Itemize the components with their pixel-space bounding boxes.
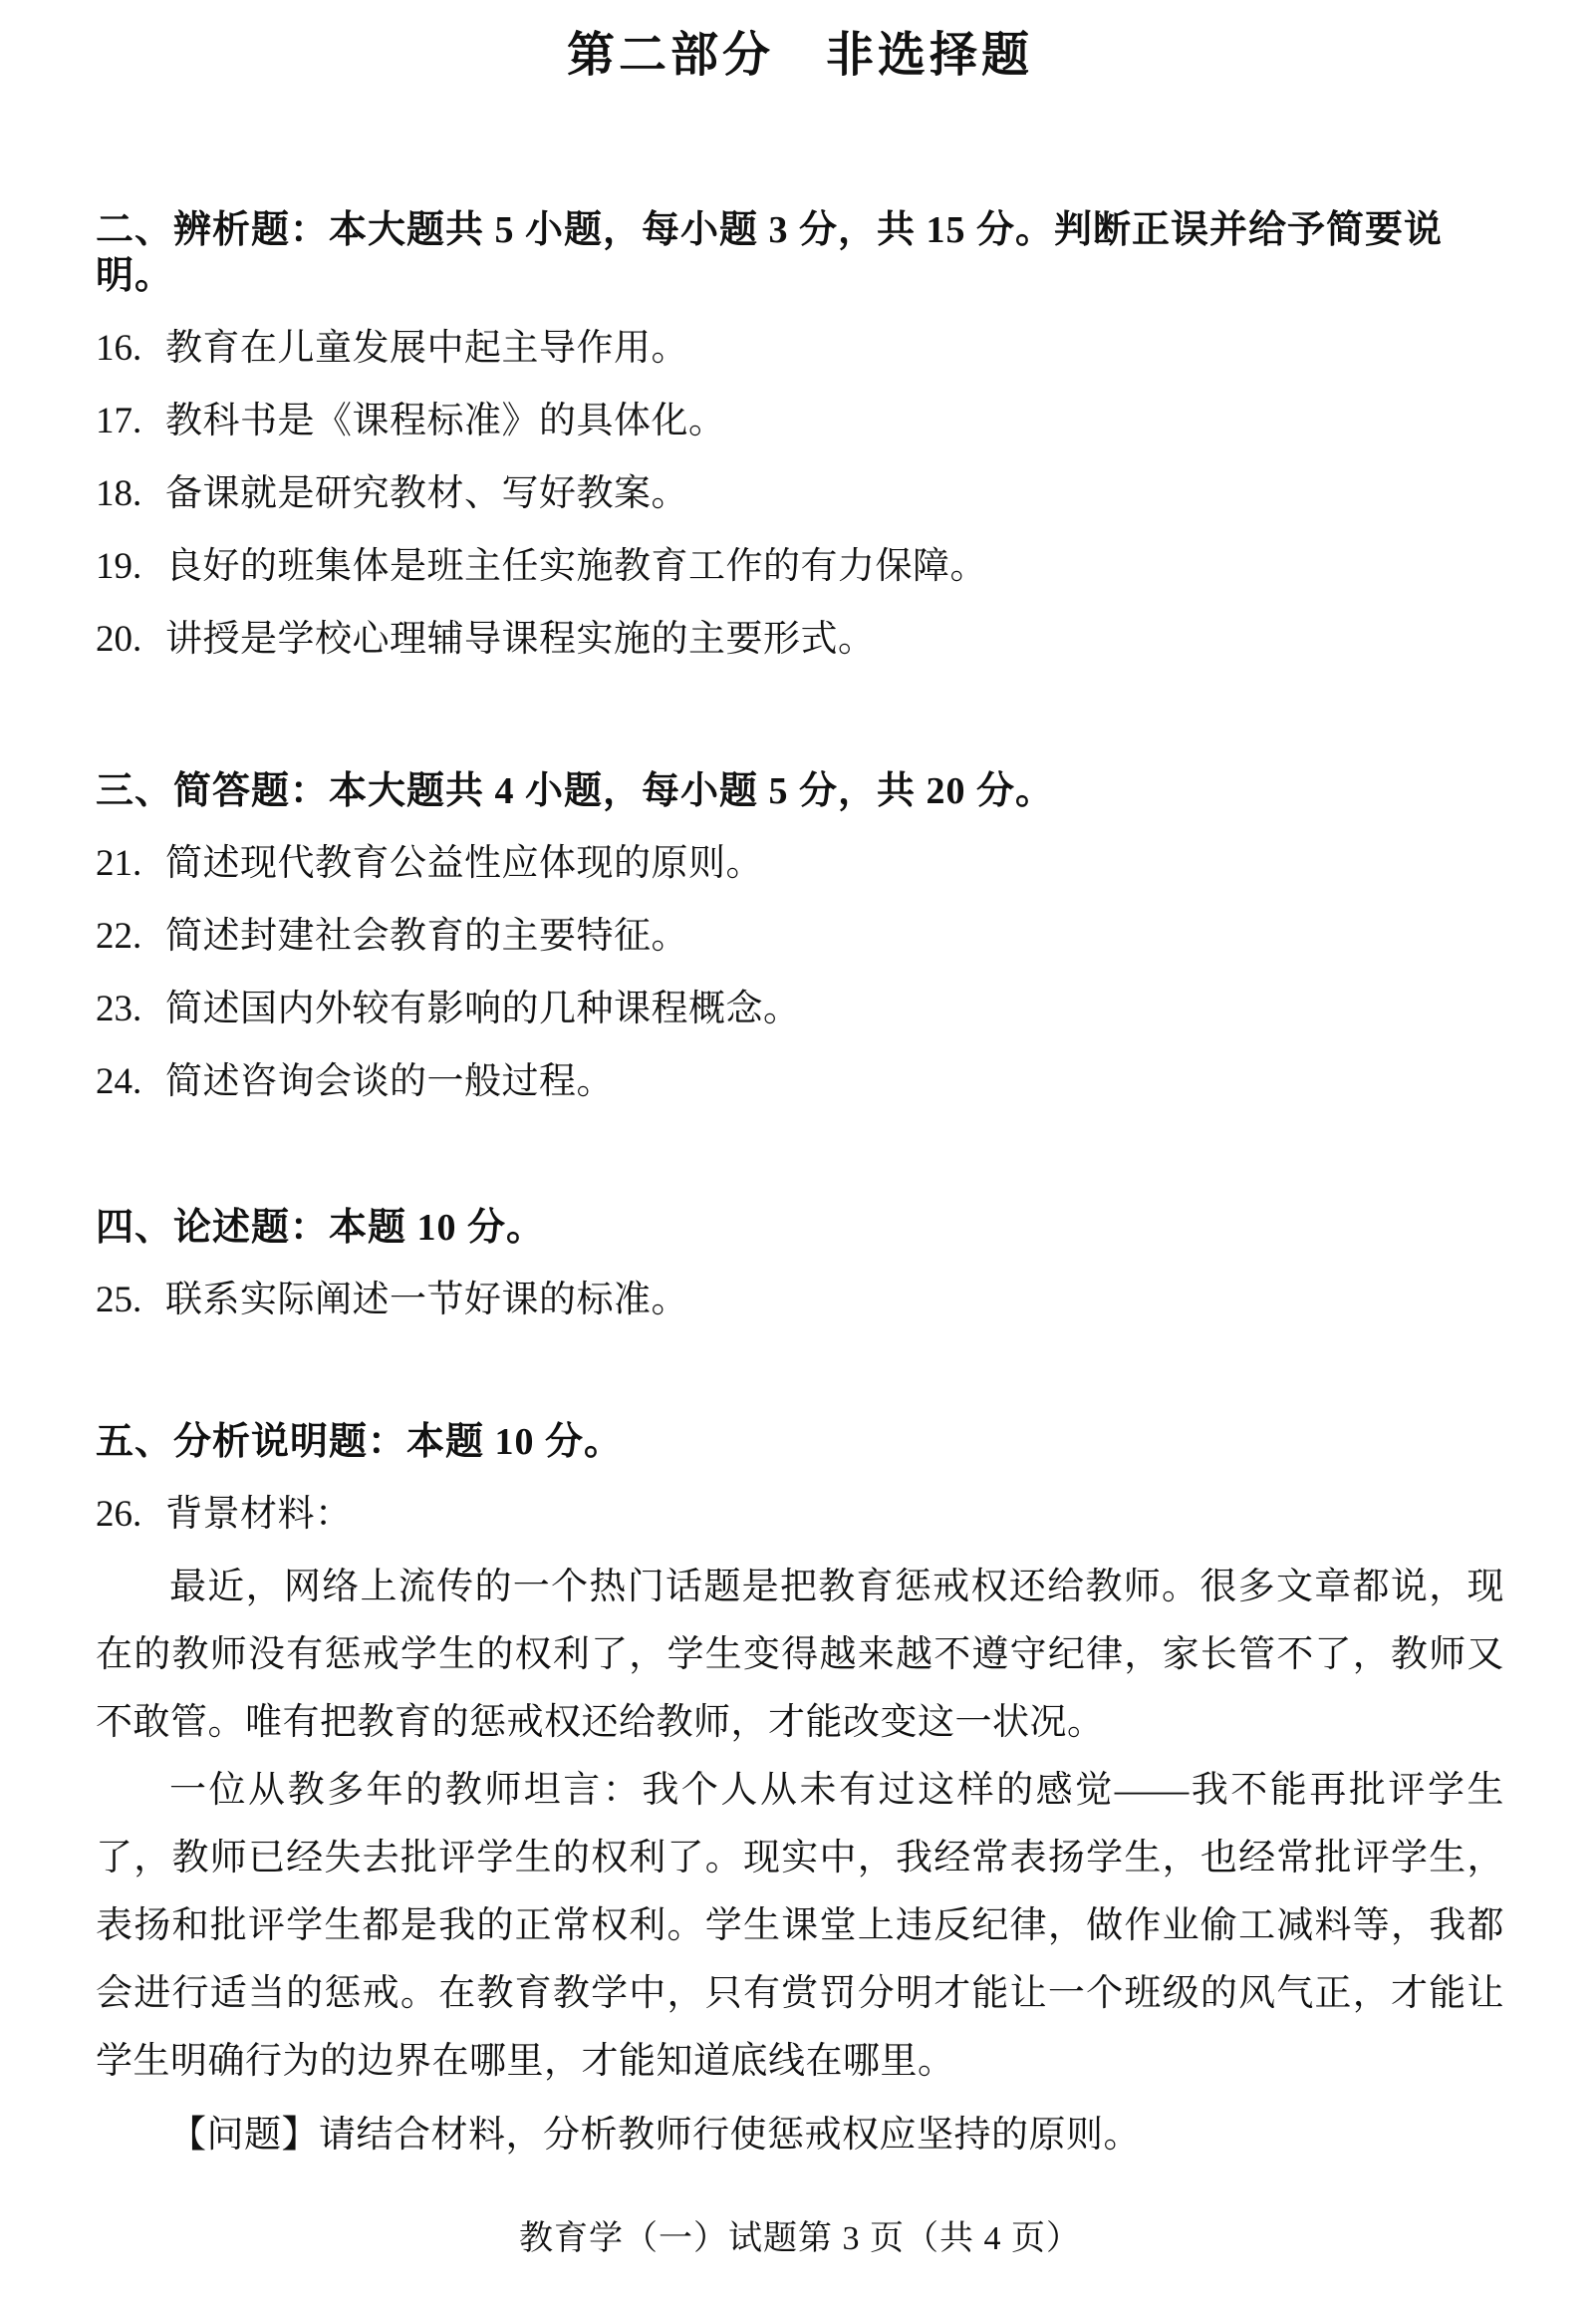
- question-item-21: [96, 841, 1504, 887]
- question-number: 25.: [96, 1280, 142, 1320]
- question-text: 简述国内外较有影响的几种课程概念。: [165, 989, 801, 1029]
- section-fenxi: [96, 1419, 1504, 2169]
- question-text: 教育在儿童发展中起主导作用。: [165, 328, 688, 369]
- background-material: [96, 1554, 1504, 2169]
- question-text: 简述咨询会谈的一般过程。: [165, 1061, 614, 1102]
- question-text: 简述现代教育公益性应体现的原则。: [165, 843, 763, 884]
- question-item-18: [96, 471, 1504, 517]
- material-paragraph-2: 一位从教多年的教师坦言：我个人从未有过这样的感觉——我不能再批评学生了，教师已经失去批评学生的权利了。现实中，我经常表扬学生，也经常批评学生，表扬和批评学生都是我的正常权利。学生课堂上违反纪律，做作业偷工减料等，我都会进行适当的惩戒。在教育教学中，只有赏罚分明才能让一个班级的风气正，才能让学生明确行为的边界在哪里，才能知道底线在哪里。: [96, 1770, 1504, 2082]
- question-number: 26.: [96, 1494, 142, 1535]
- section-lunshu: [96, 1205, 1504, 1323]
- section-fenxi-heading: 五、分析说明题：本题 10 分。: [96, 1421, 624, 1463]
- question-text: 讲授是学校心理辅导课程实施的主要形式。: [165, 619, 876, 660]
- section-bianxi: [96, 207, 1504, 663]
- page-footer: 教育学（一）试题第 3 页（共 4 页）: [519, 2220, 1081, 2257]
- question-number: 19.: [96, 546, 142, 587]
- question-item-16: [96, 326, 1504, 372]
- question-number: 17.: [96, 401, 142, 441]
- page-title: 第二部分 非选择题: [566, 29, 1033, 82]
- question-number: 18.: [96, 473, 142, 514]
- question-number: 20.: [96, 619, 142, 660]
- question-item-20: [96, 617, 1504, 663]
- question-number: 22.: [96, 916, 142, 957]
- question-item-17: [96, 399, 1504, 444]
- question-text: 联系实际阐述一节好课的标准。: [165, 1280, 688, 1320]
- question-text: 简述封建社会教育的主要特征。: [165, 916, 688, 957]
- material-question: 【问题】请结合材料，分析教师行使惩戒权应坚持的原则。: [169, 2115, 1141, 2156]
- section-jianda: [96, 768, 1504, 1105]
- question-item-22: [96, 914, 1504, 960]
- question-item-19: [96, 544, 1504, 590]
- question-text: 良好的班集体是班主任实施教育工作的有力保障。: [165, 546, 987, 587]
- material-paragraph-1: 最近，网络上流传的一个热门话题是把教育惩戒权还给教师。很多文章都说，现在的教师没有惩戒学生的权利了，学生变得越来越不遵守纪律，家长管不了，教师又不敢管。唯有把教育的惩戒权还给教师，才能改变这一状况。: [96, 1567, 1504, 1743]
- question-number: 21.: [96, 843, 142, 884]
- question-item-26: [96, 1492, 1504, 1538]
- question-item-23: [96, 987, 1504, 1032]
- section-jianda-heading: 三、简答题：本大题共 4 小题，每小题 5 分，共 20 分。: [96, 770, 1055, 812]
- question-item-24: [96, 1059, 1504, 1105]
- question-text: 背景材料：: [165, 1494, 353, 1535]
- question-number: 23.: [96, 989, 142, 1029]
- section-lunshu-heading: 四、论述题：本题 10 分。: [96, 1207, 546, 1249]
- question-text: 备课就是研究教材、写好教案。: [165, 473, 688, 514]
- question-item-25: [96, 1278, 1504, 1323]
- question-number: 16.: [96, 328, 142, 369]
- section-bianxi-heading: 二、辨析题：本大题共 5 小题，每小题 3 分，共 15 分。判断正误并给予简要说明。: [96, 209, 1444, 297]
- question-number: 24.: [96, 1061, 142, 1102]
- question-text: 教科书是《课程标准》的具体化。: [165, 401, 726, 441]
